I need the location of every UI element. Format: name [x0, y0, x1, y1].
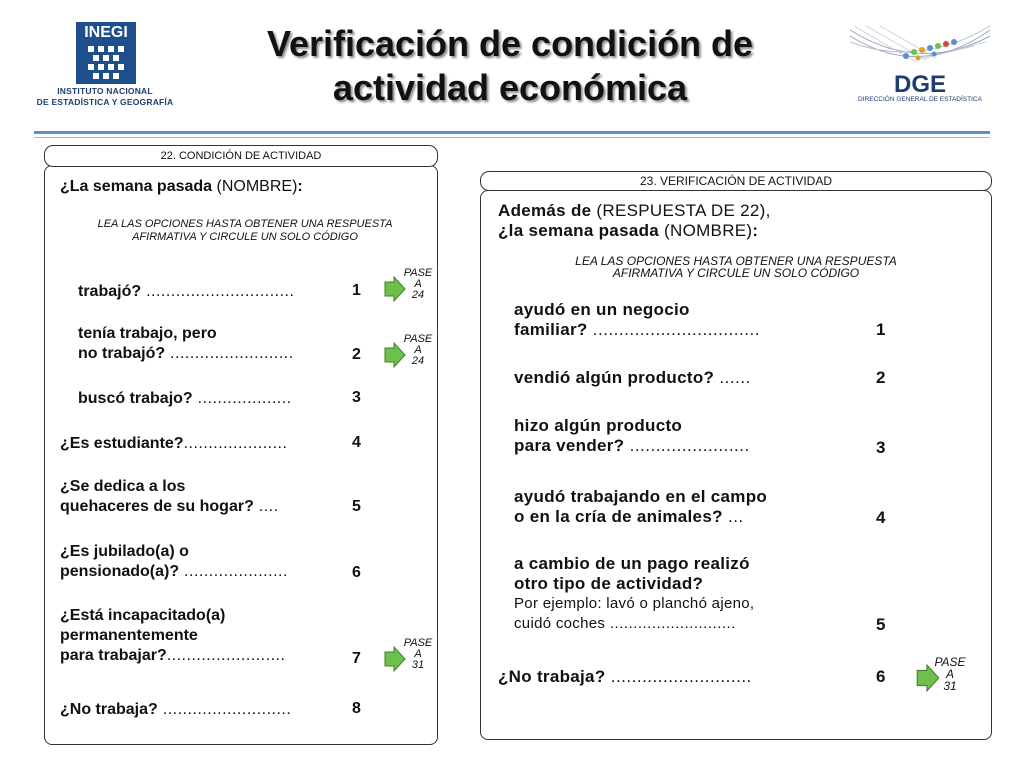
- right-code-3[interactable]: 3: [876, 438, 886, 457]
- left-option-1[interactable]: [78, 282, 294, 302]
- right-option-2[interactable]: [514, 368, 751, 388]
- option-text: ¿Es estudiante?: [60, 435, 184, 452]
- option-text: ¿No trabaja?: [498, 667, 606, 686]
- left-question-colon: :: [297, 178, 303, 195]
- left-code-4[interactable]: 4: [352, 434, 361, 451]
- right-code-6[interactable]: 6: [876, 667, 886, 686]
- dge-letters: DGE: [893, 71, 947, 94]
- left-option-4[interactable]: [60, 434, 287, 454]
- option-text: o en la cría de animales?: [514, 507, 723, 526]
- left-code-3[interactable]: 3: [352, 389, 361, 406]
- pase-l2: A: [414, 648, 422, 660]
- header-rule-thin: [34, 137, 990, 138]
- option-text-line00: ¿Está incapacitado(a): [60, 607, 226, 624]
- pase-text: [396, 638, 440, 671]
- right-form-heading: 23. VERIFICACIÓN DE ACTIVIDAD: [480, 171, 992, 191]
- pase-l1: PASE: [403, 333, 433, 345]
- right-code-1[interactable]: 1: [876, 320, 886, 339]
- pase-a-24-arrow-1: [384, 268, 442, 312]
- option-text: vendió algún producto?: [514, 368, 715, 387]
- option-text: cuidó coches: [514, 615, 606, 632]
- header-rule: [34, 131, 990, 134]
- pase-l1: PASE: [934, 655, 966, 669]
- left-question-bold: ¿La semana pasada: [60, 178, 213, 195]
- right-question-normal2: (NOMBRE): [659, 221, 753, 240]
- right-instruction-line2: AFIRMATIVA Y CIRCULE UN SOLO CÓDIGO: [612, 266, 860, 280]
- option-text: quehaceres de su hogar?: [60, 498, 254, 515]
- option-dots: ...: [722, 507, 744, 526]
- left-code-2[interactable]: 2: [352, 346, 361, 363]
- inegi-logo-grid: [88, 46, 124, 80]
- left-option-5[interactable]: [60, 477, 279, 517]
- left-option-6[interactable]: [60, 542, 288, 582]
- option-text: para trabajar?: [60, 647, 167, 664]
- pase-l3: 31: [411, 659, 425, 671]
- pase-text: [928, 656, 972, 692]
- right-option-6[interactable]: [498, 667, 752, 687]
- option-text: trabajó?: [78, 283, 142, 300]
- left-question-normal: (NOMBRE): [212, 178, 298, 195]
- right-option-3[interactable]: [514, 416, 750, 456]
- option-dots: ..........................: [157, 701, 292, 718]
- pase-l3: 24: [411, 289, 425, 301]
- left-code-7[interactable]: 7: [352, 650, 361, 667]
- option-dots: ...................: [192, 390, 292, 407]
- left-instruction-line2: AFIRMATIVA Y CIRCULE UN SOLO CÓDIGO: [132, 231, 358, 243]
- left-option-2[interactable]: [78, 324, 294, 364]
- option-text: pensionado(a)?: [60, 563, 180, 580]
- pase-l2: A: [414, 278, 422, 290]
- pase-l2: A: [945, 667, 954, 681]
- right-code-4[interactable]: 4: [876, 508, 886, 527]
- left-option-7[interactable]: [60, 606, 285, 666]
- option-text-line0: otro tipo de actividad?: [514, 574, 704, 593]
- dge-name: DIRECCIÓN GENERAL DE ESTADÍSTICA: [858, 96, 982, 103]
- option-dots: ......: [714, 368, 751, 387]
- right-question: [498, 201, 771, 241]
- option-dots: ........................: [166, 647, 286, 664]
- option-text-line0: ¿Se dedica a los: [60, 478, 186, 495]
- option-text: no trabajó?: [78, 345, 166, 362]
- pase-l2: A: [414, 344, 422, 356]
- inegi-logo: [76, 22, 136, 84]
- inegi-name: [30, 86, 180, 108]
- pase-l1: PASE: [403, 267, 433, 279]
- option-text: familiar?: [514, 320, 588, 339]
- pase-text: [396, 268, 440, 301]
- option-dots: ...........................: [605, 667, 752, 686]
- left-option-8[interactable]: [60, 700, 291, 720]
- right-question-bold2: ¿la semana pasada: [498, 221, 660, 240]
- left-code-5[interactable]: 5: [352, 498, 361, 515]
- page-title: [200, 22, 820, 110]
- pase-l3: 31: [943, 679, 957, 693]
- inegi-name-line1: INSTITUTO NACIONAL: [57, 86, 153, 96]
- right-question-normal1: (RESPUESTA DE 22),: [591, 201, 771, 220]
- option-dots: .......................: [624, 436, 750, 455]
- right-option-5[interactable]: [514, 554, 754, 634]
- right-instruction: [494, 255, 978, 279]
- option-text-line0: permanentemente: [60, 627, 198, 644]
- left-code-6[interactable]: 6: [352, 564, 361, 581]
- inegi-logo-letters: INEGI: [84, 24, 128, 41]
- left-question: [60, 177, 303, 197]
- right-question-colon: :: [752, 221, 759, 240]
- right-instruction-line1: LEA LAS OPCIONES HASTA OBTENER UNA RESPUESTA: [575, 254, 897, 268]
- option-text: para vender?: [514, 436, 625, 455]
- pase-text: [396, 334, 440, 367]
- left-code-1[interactable]: 1: [352, 282, 361, 299]
- option-dots: .....................: [183, 435, 288, 452]
- inegi-name-line2: DE ESTADÍSTICA Y GEOGRAFÍA: [36, 97, 174, 107]
- left-instruction: [56, 218, 434, 244]
- option-dots: .....................: [179, 563, 288, 580]
- option-text-line0: ayudó trabajando en el campo: [514, 487, 768, 506]
- right-option-4[interactable]: [514, 487, 767, 527]
- left-code-8[interactable]: 8: [352, 700, 361, 717]
- title-line2: actividad económica: [332, 67, 688, 108]
- pase-a-31-arrow-left: [384, 638, 442, 682]
- option-dots: ..............................: [141, 283, 295, 300]
- left-instruction-line1: LEA LAS OPCIONES HASTA OBTENER UNA RESPUESTA: [97, 218, 393, 230]
- pase-a-31-arrow-right: [916, 656, 974, 700]
- pase-a-24-arrow-2: [384, 334, 442, 378]
- option-text-line00: a cambio de un pago realizó: [514, 554, 750, 573]
- option-dots: ....: [253, 498, 279, 515]
- option-text-line0: tenía trabajo, pero: [78, 325, 217, 342]
- pase-l3: 24: [411, 355, 425, 367]
- right-code-2[interactable]: 2: [876, 368, 886, 387]
- option-text-line0: hizo algún producto: [514, 416, 683, 435]
- right-option-1[interactable]: [514, 300, 760, 340]
- option-dots: ................................: [587, 320, 760, 339]
- left-form-heading: 22. CONDICIÓN DE ACTIVIDAD: [44, 145, 438, 167]
- option-text: ¿No trabaja?: [60, 701, 158, 718]
- option-text-line0: ¿Es jubilado(a) o: [60, 543, 189, 560]
- pase-l1: PASE: [403, 637, 433, 649]
- left-option-3[interactable]: [78, 389, 292, 409]
- right-code-5[interactable]: 5: [876, 615, 886, 634]
- option-text: buscó trabajo?: [78, 390, 193, 407]
- option-dots: ...........................: [605, 615, 736, 632]
- option-example: Por ejemplo: lavó o planchó ajeno,: [514, 595, 755, 612]
- title-line1: Verificación de condición de: [266, 23, 754, 64]
- right-question-bold1: Además de: [498, 201, 592, 220]
- option-dots: .........................: [165, 345, 294, 362]
- option-text-line0: ayudó en un negocio: [514, 300, 690, 319]
